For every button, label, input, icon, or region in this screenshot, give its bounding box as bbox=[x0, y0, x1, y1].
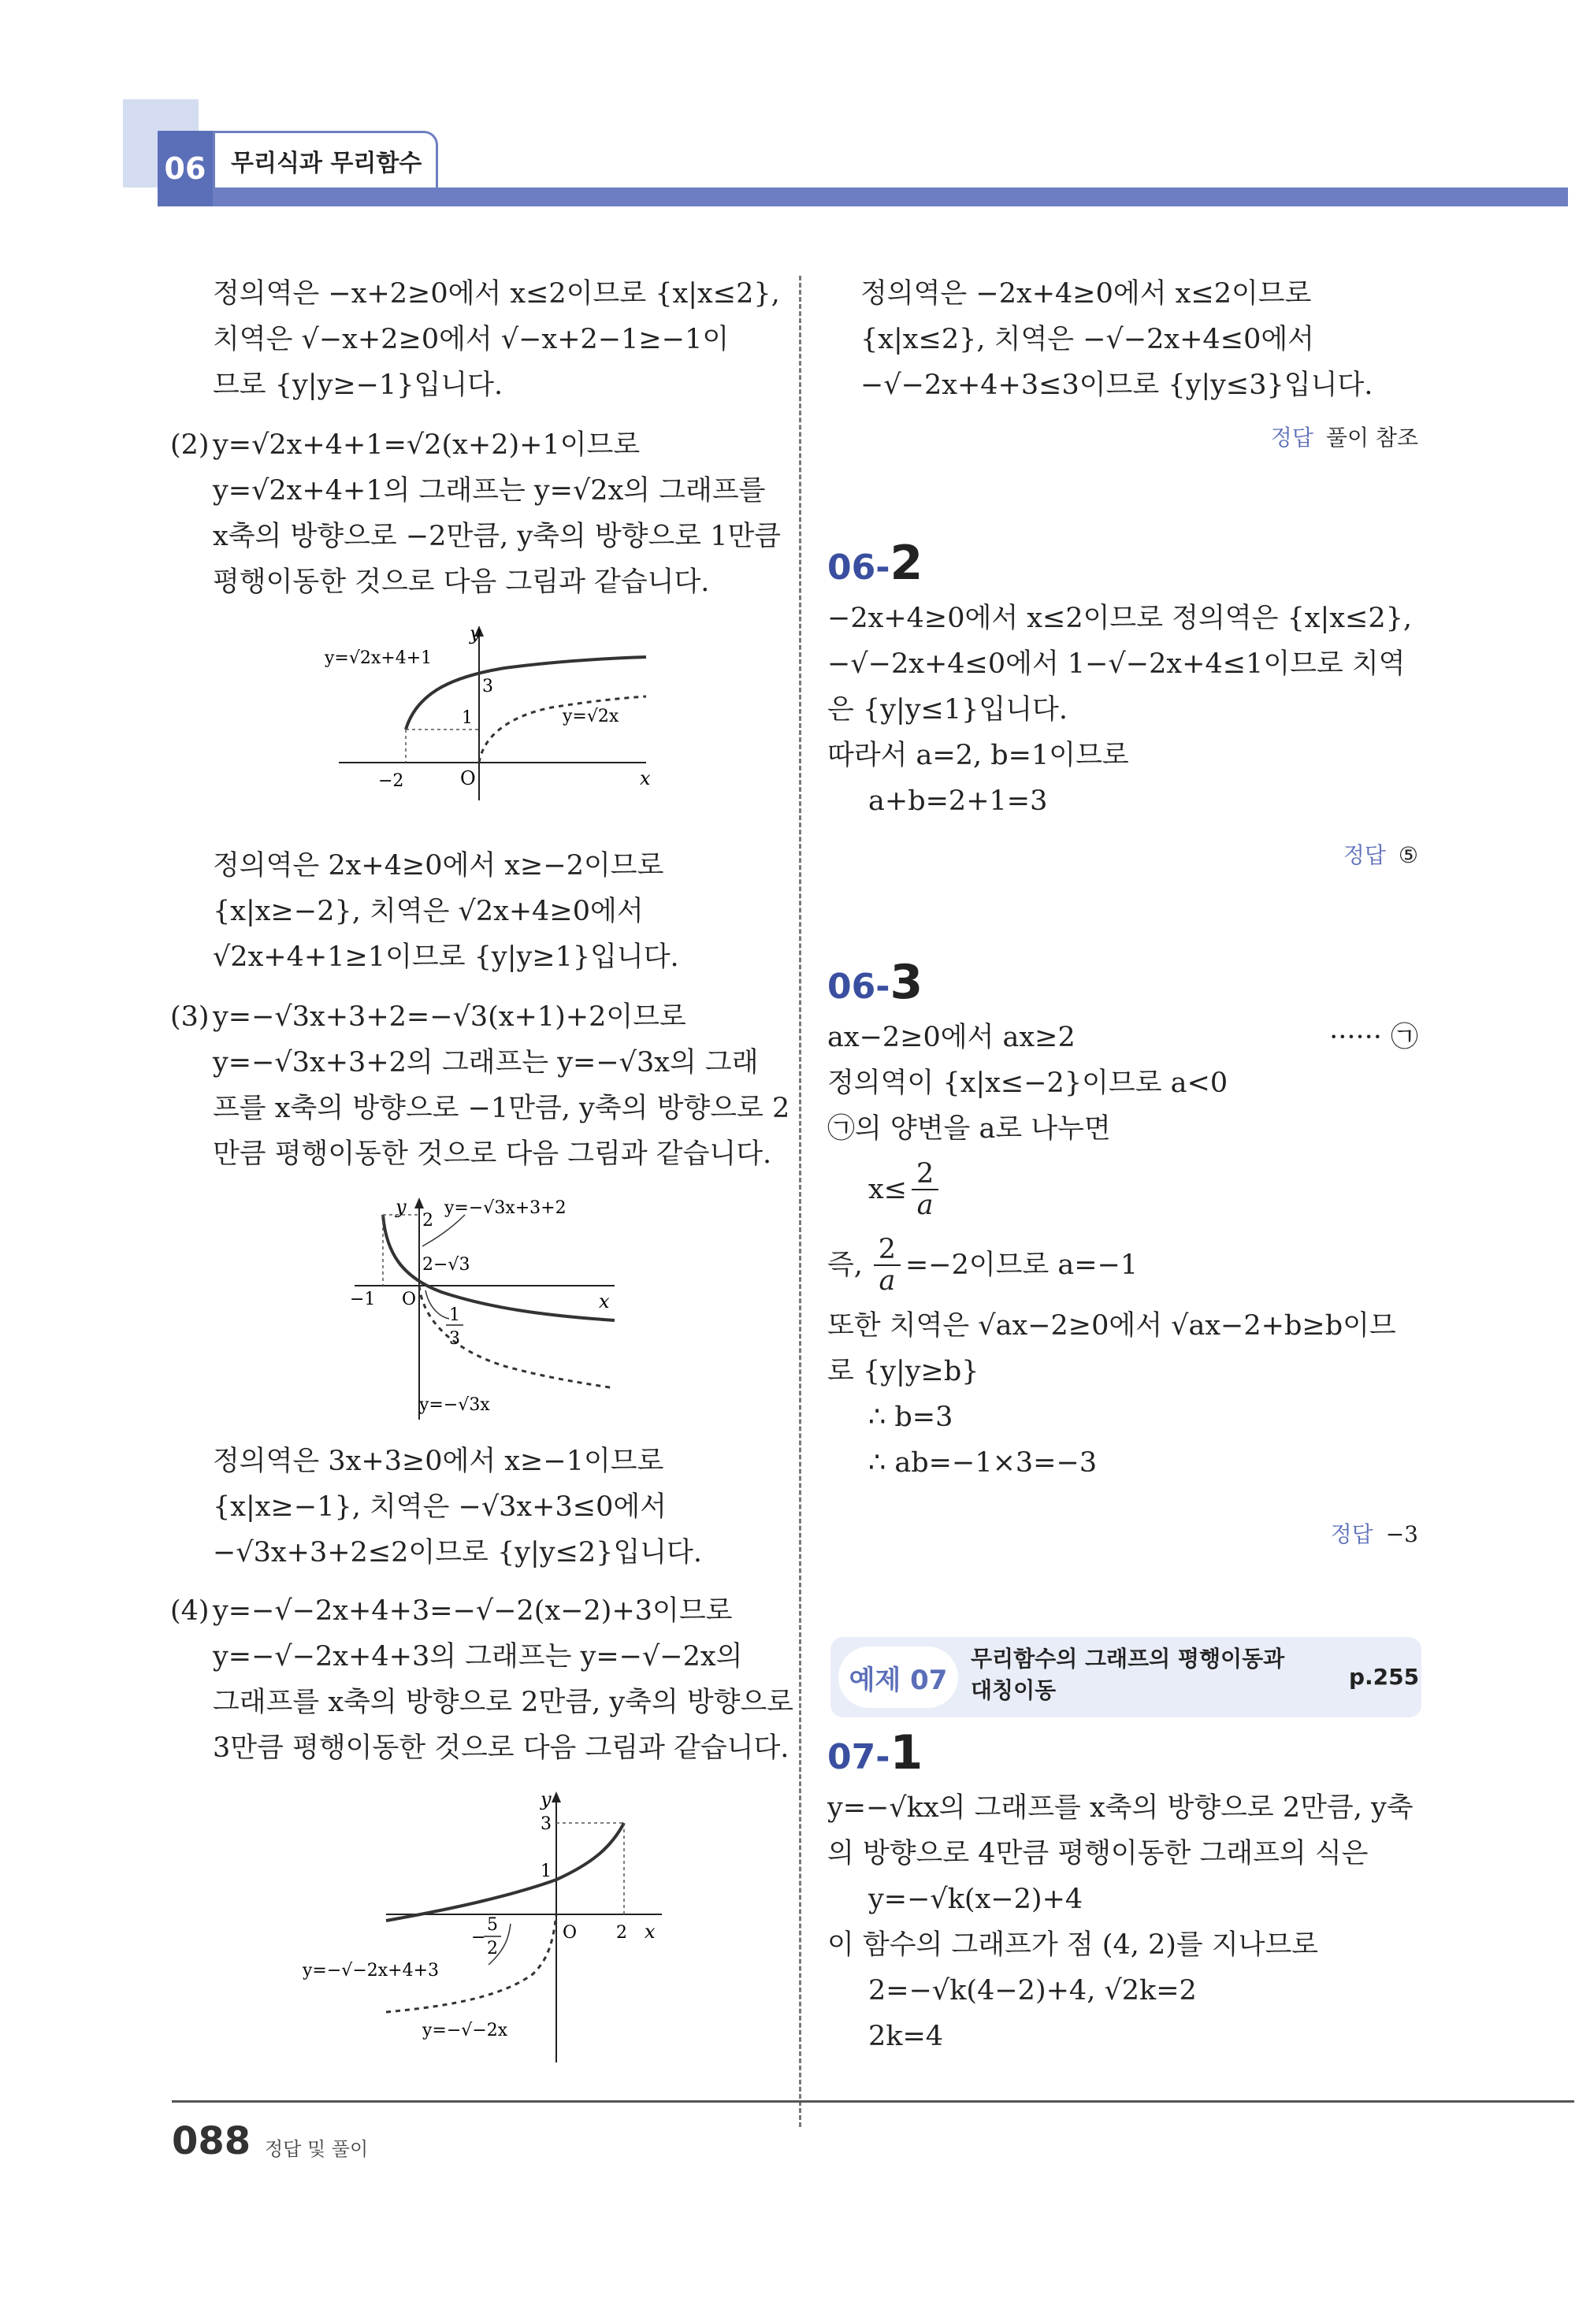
text-line: 이 함수의 그래프가 점 (4, 2)를 지나므로 bbox=[827, 1929, 1319, 1961]
curve-main bbox=[386, 1823, 624, 1921]
tick-neg1: −1 bbox=[350, 1290, 376, 1309]
chapter-title: 무리식과 무리함수 bbox=[213, 131, 438, 187]
tick-2-minus-root3: 2−√3 bbox=[422, 1255, 470, 1275]
text-line: √2x+4+1≥1이므로 {y|y≥1}입니다. bbox=[213, 941, 679, 973]
tick-3: 3 bbox=[482, 677, 493, 696]
footer-rule bbox=[172, 2100, 1574, 2103]
fraction-denominator: a bbox=[916, 1190, 934, 1221]
curve-ref-label: y=√2x bbox=[563, 707, 619, 726]
text-line: 정의역은 2x+4≥0에서 x≥−2이므로 bbox=[213, 850, 664, 882]
item-number: (3) bbox=[170, 1001, 210, 1033]
section-prefix: 06- bbox=[827, 548, 890, 588]
text-line: 의 방향으로 4만큼 평행이동한 그래프의 식은 bbox=[827, 1838, 1369, 1869]
text-line: y=√2x+4+1=√2(x+2)+1이므로 bbox=[213, 429, 641, 461]
text-line: 3만큼 평행이동한 것으로 다음 그림과 같습니다. bbox=[213, 1732, 790, 1764]
answer-line bbox=[1103, 1517, 1418, 1549]
example-title: 무리함수의 그래프의 평행이동과 대칭이동 bbox=[971, 1646, 1285, 1703]
left-para-3 bbox=[213, 1439, 702, 1576]
text-line: 므로 {y|y≥−1}입니다. bbox=[213, 369, 503, 401]
answer-value: 풀이 참조 bbox=[1325, 425, 1418, 451]
text-line: 정의역은 3x+3≥0에서 x≥−1이므로 bbox=[213, 1446, 664, 1477]
tick-2: 2 bbox=[422, 1211, 433, 1231]
x-axis-label: x bbox=[645, 1921, 656, 1943]
graph-neg-sqrt-neg-shift bbox=[299, 1785, 670, 2069]
origin-label: O bbox=[563, 1923, 578, 1943]
text-line bbox=[827, 1152, 1418, 1227]
y-axis-label: y bbox=[470, 622, 481, 644]
y-arrow bbox=[414, 1197, 424, 1208]
graph-sqrt-shift bbox=[315, 619, 662, 808]
curve-main-label: y=√2x+4+1 bbox=[325, 648, 433, 668]
section-number: 1 bbox=[890, 1725, 923, 1780]
tick-1: 1 bbox=[462, 708, 473, 728]
right-para-0 bbox=[860, 271, 1373, 408]
text-line: y=−√kx의 그래프를 x축의 방향으로 2만큼, y축 bbox=[827, 1792, 1414, 1824]
column-divider bbox=[799, 276, 801, 2127]
text-line: y=√2x+4+1의 그래프는 y=√2x의 그래프를 bbox=[213, 475, 766, 507]
example-tag: 예제 07 bbox=[838, 1646, 958, 1708]
text-line: {x|x≥−1}, 치역은 −√3x+3≤0에서 bbox=[213, 1491, 667, 1523]
item-number: (2) bbox=[170, 429, 210, 461]
text-line: −√−2x+4+3≤3이므로 {y|y≤3}입니다. bbox=[860, 369, 1373, 401]
text-line: 정의역이 {x|x≤−2}이므로 a<0 bbox=[827, 1067, 1228, 1099]
header-bar bbox=[158, 187, 1568, 206]
curve-main-label: y=−√−2x+4+3 bbox=[303, 1961, 440, 1981]
text-line: 만큼 평행이동한 것으로 다음 그림과 같습니다. bbox=[213, 1138, 772, 1170]
text-line: a+b=2+1=3 bbox=[868, 785, 1048, 817]
section-07-1-body bbox=[827, 1785, 1414, 2059]
third-denominator: 3 bbox=[449, 1329, 460, 1349]
text-line: −√3x+3+2≤2이므로 {y|y≤2}입니다. bbox=[213, 1537, 702, 1569]
answer-line bbox=[1103, 421, 1418, 452]
item-2 bbox=[170, 422, 782, 605]
x-axis-label: x bbox=[599, 1290, 610, 1312]
section-number: 2 bbox=[890, 536, 923, 591]
section-prefix: 06- bbox=[827, 967, 890, 1007]
equation: ax−2≥0에서 ax≥2 bbox=[827, 1022, 1076, 1053]
text-line bbox=[827, 1227, 1418, 1303]
text-line: 정의역은 −x+2≥0에서 x≤2이므로 {x|x≤2}, bbox=[213, 278, 780, 310]
footer-label: 정답 및 풀이 bbox=[265, 2138, 369, 2160]
section-06-2-body bbox=[827, 596, 1412, 824]
fraction-denominator: a bbox=[879, 1265, 896, 1297]
section-number: 3 bbox=[890, 955, 923, 1010]
tick-2: 2 bbox=[616, 1923, 627, 1943]
text-line: y=−√3x+3+2의 그래프는 y=−√3x의 그래 bbox=[213, 1047, 759, 1078]
fraction-numerator: 2 bbox=[878, 1234, 897, 1265]
left-para-2 bbox=[213, 843, 679, 980]
curve-main-label: y=−√3x+3+2 bbox=[444, 1198, 567, 1218]
text-line: ㉠의 양변을 a로 나누면 bbox=[827, 1113, 1111, 1145]
text-line: −√−2x+4≤0에서 1−√−2x+4≤1이므로 치역 bbox=[827, 648, 1406, 680]
curve-ref-label: y=−√−2x bbox=[422, 2021, 508, 2040]
origin-label: O bbox=[460, 767, 476, 789]
answer-value: −3 bbox=[1385, 1521, 1418, 1547]
text-line: 정의역은 −2x+4≥0에서 x≤2이므로 bbox=[860, 278, 1312, 310]
answer-label: 정답 bbox=[1270, 425, 1313, 451]
section-06-3-body bbox=[827, 1015, 1418, 1486]
answer-line bbox=[1103, 838, 1418, 870]
text-line: x축의 방향으로 −2만큼, y축의 방향으로 1만큼 bbox=[213, 521, 782, 552]
item-4 bbox=[170, 1588, 794, 1771]
chapter-number: 06 bbox=[158, 131, 213, 206]
text-line: y=−√k(x−2)+4 bbox=[868, 1884, 1083, 1915]
origin-label: O bbox=[402, 1290, 417, 1309]
section-heading-07-1 bbox=[827, 1725, 923, 1780]
frac-numerator: 5 bbox=[487, 1915, 498, 1935]
y-axis-label: y bbox=[541, 1788, 552, 1810]
text-line: 은 {y|y≤1}입니다. bbox=[827, 694, 1068, 726]
tick-1: 1 bbox=[541, 1862, 552, 1881]
section-heading-06-2 bbox=[827, 536, 923, 591]
section-prefix: 07- bbox=[827, 1737, 890, 1777]
text-line bbox=[827, 1015, 1418, 1060]
example-page-ref: p.255 bbox=[1349, 1664, 1420, 1690]
inequality-prefix: x≤ bbox=[868, 1174, 908, 1205]
answer-value: ⑤ bbox=[1398, 842, 1418, 868]
text-line: 프를 x축의 방향으로 −1만큼, y축의 방향으로 2 bbox=[213, 1093, 790, 1124]
line-prefix: 즉, bbox=[827, 1249, 863, 1281]
y-axis-label: y bbox=[396, 1196, 407, 1218]
left-column bbox=[213, 271, 780, 408]
text-line: 2k=4 bbox=[868, 2021, 944, 2052]
fraction bbox=[874, 1234, 901, 1296]
text-line: y=−√−2x+4+3=−√−2(x−2)+3이므로 bbox=[213, 1595, 733, 1627]
frac-neg-sign: − bbox=[471, 1928, 486, 1947]
line-suffix: =−2이므로 a=−1 bbox=[905, 1249, 1139, 1281]
fraction bbox=[912, 1159, 938, 1220]
text-line: y=−√3x+3+2=−√3(x+1)+2이므로 bbox=[213, 1001, 686, 1033]
page-number: 088 bbox=[172, 2119, 251, 2163]
text-line: 2=−√k(4−2)+4, √2k=2 bbox=[868, 1975, 1197, 2007]
equation-mark: ······ ㉠ bbox=[1329, 1022, 1418, 1053]
text-line: 평행이동한 것으로 다음 그림과 같습니다. bbox=[213, 566, 710, 598]
text-line: 따라서 a=2, b=1이므로 bbox=[827, 740, 1129, 771]
text-line: ∴ ab=−1×3=−3 bbox=[868, 1447, 1098, 1479]
text-line: 로 {y|y≥b} bbox=[827, 1356, 979, 1387]
text-line: y=−√−2x+4+3의 그래프는 y=−√−2x의 bbox=[213, 1641, 743, 1672]
tick-3: 3 bbox=[541, 1814, 552, 1834]
text-line: ∴ b=3 bbox=[868, 1401, 953, 1433]
answer-label: 정답 bbox=[1343, 842, 1386, 868]
curve-main bbox=[383, 1215, 615, 1320]
tick-neg2: −2 bbox=[378, 771, 404, 791]
text-line: −2x+4≥0에서 x≤2이므로 정의역은 {x|x≤2}, bbox=[827, 603, 1413, 634]
frac-denominator: 2 bbox=[487, 1939, 498, 1958]
answer-label: 정답 bbox=[1330, 1521, 1373, 1547]
graph-neg-sqrt-shift bbox=[347, 1191, 630, 1427]
item-number: (4) bbox=[170, 1595, 210, 1627]
text-line: 또한 치역은 √ax−2≥0에서 √ax−2+b≥b이므 bbox=[827, 1310, 1396, 1342]
curve-ref-label: y=−√3x bbox=[419, 1395, 490, 1415]
text-line: {x|x≤2}, 치역은 −√−2x+4≤0에서 bbox=[860, 324, 1314, 355]
text-line: {x|x≥−2}, 치역은 √2x+4≥0에서 bbox=[213, 896, 644, 927]
text-line: 그래프를 x축의 방향으로 2만큼, y축의 방향으로 bbox=[213, 1687, 794, 1718]
section-heading-06-3 bbox=[827, 955, 923, 1010]
x-axis-label: x bbox=[640, 767, 651, 789]
third-numerator: 1 bbox=[449, 1305, 460, 1325]
y-arrow bbox=[552, 1791, 561, 1802]
text-line: 치역은 √−x+2≥0에서 √−x+2−1≥−1이 bbox=[213, 324, 730, 355]
fraction-numerator: 2 bbox=[916, 1158, 934, 1190]
item-3 bbox=[170, 994, 790, 1177]
